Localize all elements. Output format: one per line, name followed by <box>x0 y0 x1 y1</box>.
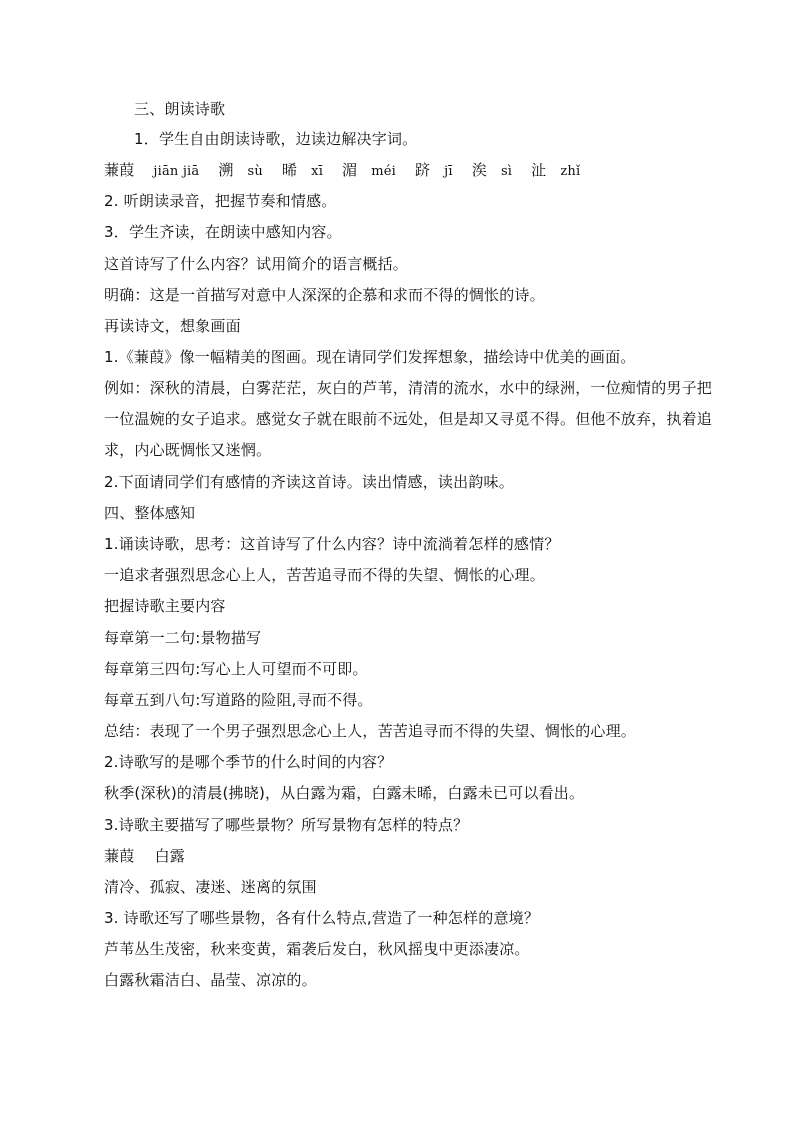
answer-scenery-items: 蒹葭 白露 <box>104 847 185 865</box>
pinyin-item: 晞 xī <box>281 161 324 179</box>
pinyin-row <box>104 161 594 181</box>
question-other-scenery: 3. 诗歌还写了哪些景物，各有什么特点,营造了一种怎样的意境？ <box>104 909 540 927</box>
step-listen-recording: 2. 听朗读录音，把握节奏和情感。 <box>104 192 337 210</box>
answer-theme: 一追求者强烈思念心上人，苦苦追寻而不得的失望、惆怅的心理。 <box>104 566 545 584</box>
section-heading-reading: 三、朗读诗歌 <box>134 100 226 118</box>
answer-reeds: 芦苇丛生茂密，秋来变黄，霜袭后发白，秋风摇曳中更添凄凉。 <box>104 940 530 958</box>
task-imagine-picture: 1.《蒹葭》像一幅精美的图画。现在请同学们发挥想象，描绘诗中优美的画面。 <box>104 348 636 366</box>
content-item-2: 每章第三四句:写心上人可望而不可即。 <box>104 660 368 678</box>
task-read-with-feeling: 2.下面请同学们有感情的齐读这首诗。读出情感，读出韵味。 <box>104 473 514 491</box>
pinyin-item: 蒹葭 jiān jiā <box>104 161 200 179</box>
answer-scenery-mood: 清冷、孤寂、凄迷、迷离的氛围 <box>104 878 317 896</box>
pinyin-item: 沚 zhǐ <box>531 161 581 179</box>
answer-clarification: 明确：这是一首描写对意中人深深的企慕和求而不得的惆怅的诗。 <box>104 286 545 304</box>
pinyin-item: 涘 sì <box>471 161 513 179</box>
pinyin-item: 湄 méi <box>342 161 396 179</box>
subheading-reread: 再读诗文，想象画面 <box>104 317 241 335</box>
step-read-together: 3．学生齐读，在朗读中感知内容。 <box>104 223 342 241</box>
section-heading-overall: 四、整体感知 <box>104 504 196 522</box>
summary: 总结：表现了一个男子强烈思念心上人，苦苦追寻而不得的失望、惆怅的心理。 <box>104 722 637 740</box>
question-content: 这首诗写了什么内容？试用简介的语言概括。 <box>104 255 409 273</box>
question-theme: 1.诵读诗歌，思考：这首诗写了什么内容？诗中流淌着怎样的感情？ <box>104 535 560 553</box>
pinyin-item: 溯 sù <box>218 161 263 179</box>
pinyin-item: 跻 jī <box>414 161 453 179</box>
answer-season: 秋季(深秋)的清晨(拂晓)，从白露为霜，白露未晞，白露未已可以看出。 <box>104 784 585 802</box>
content-item-3: 每章五到八句:写道路的险阻,寻而不得。 <box>104 691 373 709</box>
answer-dew: 白露秋霜洁白、晶莹、凉凉的。 <box>104 971 317 989</box>
step-free-reading: 1．学生自由朗读诗歌，边读边解决字词。 <box>134 130 418 148</box>
question-season: 2.诗歌写的是哪个季节的什么时间的内容？ <box>104 753 393 771</box>
question-scenery: 3.诗歌主要描写了哪些景物？所写景物有怎样的特点？ <box>104 816 469 834</box>
subheading-main-content: 把握诗歌主要内容 <box>104 597 226 615</box>
content-item-1: 每章第一二句:景物描写 <box>104 629 262 647</box>
example-paragraph: 例如：深秋的清晨，白雾茫茫，灰白的芦苇，清清的流水，水中的绿洲，一位痴情的男子把一位温婉的女子追求。感觉女子就在眼前不远处，但是却又寻觅不得。但他不放弃，执着追求，内心既惆怅又迷惘。 <box>104 379 713 459</box>
